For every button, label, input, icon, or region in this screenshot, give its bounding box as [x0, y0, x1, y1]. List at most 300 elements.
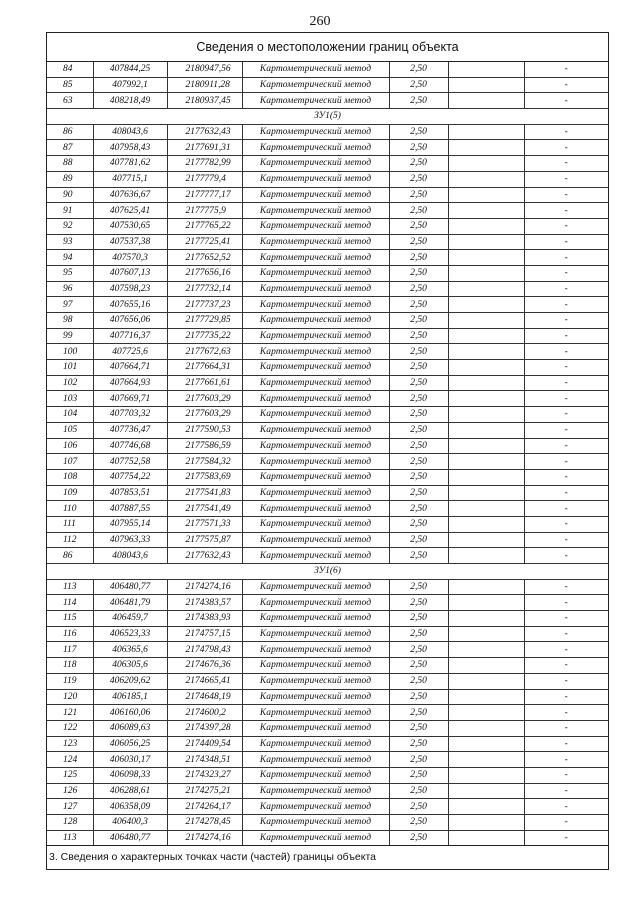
- description-cell: [448, 422, 524, 438]
- note-cell: -: [524, 611, 608, 627]
- method-cell: Картометрический метод: [242, 281, 389, 297]
- note-cell: -: [524, 516, 608, 532]
- y-coordinate-cell: 2174798,43: [167, 642, 242, 658]
- table-row: [47, 658, 608, 674]
- point-number-cell: 87: [47, 140, 93, 156]
- method-cell: Картометрический метод: [242, 328, 389, 344]
- method-cell: Картометрический метод: [242, 454, 389, 470]
- table-row: [47, 422, 608, 438]
- accuracy-cell: 2,50: [389, 736, 448, 752]
- description-cell: [448, 830, 524, 846]
- note-cell: -: [524, 124, 608, 140]
- method-cell: Картометрический метод: [242, 705, 389, 721]
- point-number-cell: 93: [47, 234, 93, 250]
- description-cell: [448, 611, 524, 627]
- description-cell: [448, 156, 524, 172]
- x-coordinate-cell: 407955,14: [93, 516, 167, 532]
- accuracy-cell: 2,50: [389, 548, 448, 564]
- table-row: [47, 203, 608, 219]
- method-cell: Картометрический метод: [242, 234, 389, 250]
- method-cell: Картометрический метод: [242, 391, 389, 407]
- y-coordinate-cell: 2177691,31: [167, 140, 242, 156]
- description-cell: [448, 218, 524, 234]
- method-cell: Картометрический метод: [242, 658, 389, 674]
- accuracy-cell: 2,50: [389, 438, 448, 454]
- table-body: [47, 62, 608, 846]
- y-coordinate-cell: 2177632,43: [167, 548, 242, 564]
- note-cell: -: [524, 799, 608, 815]
- x-coordinate-cell: 406209,62: [93, 673, 167, 689]
- table-row: [47, 140, 608, 156]
- x-coordinate-cell: 407736,47: [93, 422, 167, 438]
- note-cell: -: [524, 642, 608, 658]
- x-coordinate-cell: 406480,77: [93, 579, 167, 595]
- description-cell: [448, 391, 524, 407]
- x-coordinate-cell: 406305,6: [93, 658, 167, 674]
- accuracy-cell: 2,50: [389, 313, 448, 329]
- note-cell: -: [524, 438, 608, 454]
- point-number-cell: 110: [47, 501, 93, 517]
- table-row: [47, 532, 608, 548]
- accuracy-cell: 2,50: [389, 218, 448, 234]
- point-number-cell: 127: [47, 799, 93, 815]
- note-cell: -: [524, 250, 608, 266]
- y-coordinate-cell: 2177541,83: [167, 485, 242, 501]
- method-cell: Картометрический метод: [242, 548, 389, 564]
- accuracy-cell: 2,50: [389, 93, 448, 109]
- y-coordinate-cell: 2180937,45: [167, 93, 242, 109]
- y-coordinate-cell: 2177775,9: [167, 203, 242, 219]
- point-number-cell: 115: [47, 611, 93, 627]
- point-number-cell: 116: [47, 626, 93, 642]
- x-coordinate-cell: 407655,16: [93, 297, 167, 313]
- table-row: [47, 626, 608, 642]
- x-coordinate-cell: 407887,55: [93, 501, 167, 517]
- point-number-cell: 112: [47, 532, 93, 548]
- x-coordinate-cell: 407656,06: [93, 313, 167, 329]
- note-cell: -: [524, 626, 608, 642]
- accuracy-cell: 2,50: [389, 658, 448, 674]
- x-coordinate-cell: 407537,38: [93, 234, 167, 250]
- method-cell: Картометрический метод: [242, 532, 389, 548]
- accuracy-cell: 2,50: [389, 203, 448, 219]
- method-cell: Картометрический метод: [242, 815, 389, 831]
- x-coordinate-cell: 407636,67: [93, 187, 167, 203]
- note-cell: -: [524, 218, 608, 234]
- accuracy-cell: 2,50: [389, 767, 448, 783]
- accuracy-cell: 2,50: [389, 516, 448, 532]
- y-coordinate-cell: 2174665,41: [167, 673, 242, 689]
- point-number-cell: 102: [47, 375, 93, 391]
- y-coordinate-cell: 2174275,21: [167, 783, 242, 799]
- point-number-cell: 95: [47, 265, 93, 281]
- point-number-cell: 98: [47, 313, 93, 329]
- x-coordinate-cell: 407992,1: [93, 77, 167, 93]
- method-cell: Картометрический метод: [242, 344, 389, 360]
- x-coordinate-cell: 406365,6: [93, 642, 167, 658]
- table-row: [47, 705, 608, 721]
- accuracy-cell: 2,50: [389, 297, 448, 313]
- note-cell: -: [524, 234, 608, 250]
- y-coordinate-cell: 2174278,45: [167, 815, 242, 831]
- y-coordinate-cell: 2177735,22: [167, 328, 242, 344]
- method-cell: Картометрический метод: [242, 501, 389, 517]
- x-coordinate-cell: 406160,06: [93, 705, 167, 721]
- note-cell: -: [524, 171, 608, 187]
- note-cell: -: [524, 815, 608, 831]
- accuracy-cell: 2,50: [389, 642, 448, 658]
- accuracy-cell: 2,50: [389, 77, 448, 93]
- point-number-cell: 109: [47, 485, 93, 501]
- note-cell: -: [524, 328, 608, 344]
- method-cell: Картометрический метод: [242, 156, 389, 172]
- description-cell: [448, 705, 524, 721]
- description-cell: [448, 501, 524, 517]
- note-cell: -: [524, 485, 608, 501]
- table-row: [47, 767, 608, 783]
- point-number-cell: 128: [47, 815, 93, 831]
- point-number-cell: 86: [47, 124, 93, 140]
- description-cell: [448, 140, 524, 156]
- method-cell: Картометрический метод: [242, 485, 389, 501]
- table-row: [47, 171, 608, 187]
- x-coordinate-cell: 407664,93: [93, 375, 167, 391]
- accuracy-cell: 2,50: [389, 469, 448, 485]
- description-cell: [448, 203, 524, 219]
- point-number-cell: 113: [47, 830, 93, 846]
- description-cell: [448, 344, 524, 360]
- y-coordinate-cell: 2177732,14: [167, 281, 242, 297]
- description-cell: [448, 783, 524, 799]
- x-coordinate-cell: 407715,1: [93, 171, 167, 187]
- point-number-cell: 107: [47, 454, 93, 470]
- accuracy-cell: 2,50: [389, 281, 448, 297]
- table-row: [47, 250, 608, 266]
- description-cell: [448, 485, 524, 501]
- accuracy-cell: 2,50: [389, 344, 448, 360]
- table-row: [47, 124, 608, 140]
- x-coordinate-cell: 407716,37: [93, 328, 167, 344]
- point-number-cell: 117: [47, 642, 93, 658]
- description-cell: [448, 454, 524, 470]
- y-coordinate-cell: 2177583,69: [167, 469, 242, 485]
- description-cell: [448, 281, 524, 297]
- note-cell: -: [524, 297, 608, 313]
- point-number-cell: 126: [47, 783, 93, 799]
- note-cell: -: [524, 579, 608, 595]
- accuracy-cell: 2,50: [389, 830, 448, 846]
- method-cell: Картометрический метод: [242, 375, 389, 391]
- point-number-cell: 108: [47, 469, 93, 485]
- accuracy-cell: 2,50: [389, 799, 448, 815]
- table-row: [47, 815, 608, 831]
- method-cell: Картометрический метод: [242, 203, 389, 219]
- y-coordinate-cell: 2177590,53: [167, 422, 242, 438]
- method-cell: Картометрический метод: [242, 595, 389, 611]
- accuracy-cell: 2,50: [389, 673, 448, 689]
- y-coordinate-cell: 2177737,23: [167, 297, 242, 313]
- note-cell: -: [524, 469, 608, 485]
- description-cell: [448, 595, 524, 611]
- table-row: [47, 375, 608, 391]
- method-cell: Картометрический метод: [242, 783, 389, 799]
- note-cell: -: [524, 658, 608, 674]
- x-coordinate-cell: 408043,6: [93, 548, 167, 564]
- x-coordinate-cell: 407844,25: [93, 62, 167, 77]
- method-cell: Картометрический метод: [242, 579, 389, 595]
- accuracy-cell: 2,50: [389, 171, 448, 187]
- accuracy-cell: 2,50: [389, 234, 448, 250]
- x-coordinate-cell: 407754,22: [93, 469, 167, 485]
- description-cell: [448, 77, 524, 93]
- x-coordinate-cell: 407669,71: [93, 391, 167, 407]
- description-cell: [448, 720, 524, 736]
- note-cell: -: [524, 140, 608, 156]
- description-cell: [448, 438, 524, 454]
- point-number-cell: 120: [47, 689, 93, 705]
- note-cell: -: [524, 344, 608, 360]
- table-row: [47, 328, 608, 344]
- x-coordinate-cell: 407570,3: [93, 250, 167, 266]
- point-number-cell: 88: [47, 156, 93, 172]
- description-cell: [448, 642, 524, 658]
- table-row: [47, 156, 608, 172]
- accuracy-cell: 2,50: [389, 375, 448, 391]
- accuracy-cell: 2,50: [389, 689, 448, 705]
- table-row: [47, 234, 608, 250]
- table-row: [47, 344, 608, 360]
- table-row: [47, 391, 608, 407]
- y-coordinate-cell: 2174348,51: [167, 752, 242, 768]
- x-coordinate-cell: 406056,25: [93, 736, 167, 752]
- y-coordinate-cell: 2177782,99: [167, 156, 242, 172]
- note-cell: -: [524, 767, 608, 783]
- group-header-row: [47, 564, 608, 580]
- y-coordinate-cell: 2177632,43: [167, 124, 242, 140]
- accuracy-cell: 2,50: [389, 187, 448, 203]
- note-cell: -: [524, 187, 608, 203]
- group-label: ЗУ1(6): [47, 564, 608, 580]
- method-cell: Картометрический метод: [242, 297, 389, 313]
- table-row: [47, 297, 608, 313]
- description-cell: [448, 532, 524, 548]
- point-number-cell: 91: [47, 203, 93, 219]
- accuracy-cell: 2,50: [389, 815, 448, 831]
- table-row: [47, 313, 608, 329]
- method-cell: Картометрический метод: [242, 799, 389, 815]
- description-cell: [448, 407, 524, 423]
- method-cell: Картометрический метод: [242, 265, 389, 281]
- accuracy-cell: 2,50: [389, 422, 448, 438]
- y-coordinate-cell: 2177725,41: [167, 234, 242, 250]
- x-coordinate-cell: 407664,71: [93, 360, 167, 376]
- table-row: [47, 187, 608, 203]
- accuracy-cell: 2,50: [389, 705, 448, 721]
- y-coordinate-cell: 2174648,19: [167, 689, 242, 705]
- point-number-cell: 84: [47, 62, 93, 77]
- table-row: [47, 579, 608, 595]
- note-cell: -: [524, 532, 608, 548]
- accuracy-cell: 2,50: [389, 124, 448, 140]
- x-coordinate-cell: 408218,49: [93, 93, 167, 109]
- x-coordinate-cell: 406523,33: [93, 626, 167, 642]
- table-row: [47, 611, 608, 627]
- y-coordinate-cell: 2174274,16: [167, 579, 242, 595]
- description-cell: [448, 360, 524, 376]
- method-cell: Картометрический метод: [242, 407, 389, 423]
- x-coordinate-cell: 407607,13: [93, 265, 167, 281]
- x-coordinate-cell: 407781,62: [93, 156, 167, 172]
- x-coordinate-cell: 406400,3: [93, 815, 167, 831]
- method-cell: Картометрический метод: [242, 469, 389, 485]
- section-heading: Сведения о местоположении границ объекта: [47, 33, 608, 62]
- point-number-cell: 123: [47, 736, 93, 752]
- point-number-cell: 94: [47, 250, 93, 266]
- method-cell: Картометрический метод: [242, 360, 389, 376]
- y-coordinate-cell: 2174676,36: [167, 658, 242, 674]
- note-cell: -: [524, 156, 608, 172]
- description-cell: [448, 658, 524, 674]
- point-number-cell: 119: [47, 673, 93, 689]
- point-number-cell: 86: [47, 548, 93, 564]
- table-row: [47, 720, 608, 736]
- table-row: [47, 485, 608, 501]
- description-cell: [448, 767, 524, 783]
- method-cell: Картометрический метод: [242, 77, 389, 93]
- table-row: [47, 642, 608, 658]
- note-cell: -: [524, 595, 608, 611]
- description-cell: [448, 736, 524, 752]
- y-coordinate-cell: 2177575,87: [167, 532, 242, 548]
- y-coordinate-cell: 2174397,28: [167, 720, 242, 736]
- description-cell: [448, 313, 524, 329]
- description-cell: [448, 187, 524, 203]
- note-cell: -: [524, 407, 608, 423]
- method-cell: Картометрический метод: [242, 438, 389, 454]
- method-cell: Картометрический метод: [242, 767, 389, 783]
- method-cell: Картометрический метод: [242, 93, 389, 109]
- description-cell: [448, 516, 524, 532]
- x-coordinate-cell: 406480,77: [93, 830, 167, 846]
- description-cell: [448, 234, 524, 250]
- method-cell: Картометрический метод: [242, 516, 389, 532]
- point-number-cell: 103: [47, 391, 93, 407]
- point-number-cell: 106: [47, 438, 93, 454]
- method-cell: Картометрический метод: [242, 626, 389, 642]
- x-coordinate-cell: 406459,7: [93, 611, 167, 627]
- x-coordinate-cell: 406481,79: [93, 595, 167, 611]
- y-coordinate-cell: 2180911,28: [167, 77, 242, 93]
- description-cell: [448, 752, 524, 768]
- note-cell: -: [524, 736, 608, 752]
- point-number-cell: 101: [47, 360, 93, 376]
- x-coordinate-cell: 407625,41: [93, 203, 167, 219]
- accuracy-cell: 2,50: [389, 611, 448, 627]
- table-row: [47, 673, 608, 689]
- x-coordinate-cell: 407530,65: [93, 218, 167, 234]
- table-row: [47, 407, 608, 423]
- y-coordinate-cell: 2177541,49: [167, 501, 242, 517]
- y-coordinate-cell: 2174274,16: [167, 830, 242, 846]
- table-row: [47, 265, 608, 281]
- y-coordinate-cell: 2177603,29: [167, 391, 242, 407]
- description-cell: [448, 579, 524, 595]
- y-coordinate-cell: 2177777,17: [167, 187, 242, 203]
- y-coordinate-cell: 2174264,17: [167, 799, 242, 815]
- method-cell: Картометрический метод: [242, 218, 389, 234]
- method-cell: Картометрический метод: [242, 642, 389, 658]
- description-cell: [448, 265, 524, 281]
- accuracy-cell: 2,50: [389, 579, 448, 595]
- description-cell: [448, 171, 524, 187]
- note-cell: -: [524, 313, 608, 329]
- x-coordinate-cell: 406030,17: [93, 752, 167, 768]
- description-cell: [448, 124, 524, 140]
- method-cell: Картометрический метод: [242, 673, 389, 689]
- accuracy-cell: 2,50: [389, 250, 448, 266]
- description-cell: [448, 799, 524, 815]
- note-cell: -: [524, 752, 608, 768]
- note-cell: -: [524, 720, 608, 736]
- table-row: [47, 689, 608, 705]
- group-label: ЗУ1(5): [47, 109, 608, 125]
- x-coordinate-cell: 406098,33: [93, 767, 167, 783]
- method-cell: Картометрический метод: [242, 611, 389, 627]
- accuracy-cell: 2,50: [389, 328, 448, 344]
- accuracy-cell: 2,50: [389, 454, 448, 470]
- x-coordinate-cell: 407963,33: [93, 532, 167, 548]
- document-frame: [46, 32, 609, 870]
- x-coordinate-cell: 407598,23: [93, 281, 167, 297]
- note-cell: -: [524, 391, 608, 407]
- x-coordinate-cell: 407725,6: [93, 344, 167, 360]
- table-row: [47, 360, 608, 376]
- method-cell: Картометрический метод: [242, 187, 389, 203]
- footer-note: 3. Сведения о характерных точках части (частей) границы объекта: [47, 845, 608, 869]
- accuracy-cell: 2,50: [389, 62, 448, 77]
- method-cell: Картометрический метод: [242, 752, 389, 768]
- x-coordinate-cell: 407853,51: [93, 485, 167, 501]
- accuracy-cell: 2,50: [389, 156, 448, 172]
- y-coordinate-cell: 2177664,31: [167, 360, 242, 376]
- note-cell: -: [524, 281, 608, 297]
- point-number-cell: 85: [47, 77, 93, 93]
- description-cell: [448, 250, 524, 266]
- y-coordinate-cell: 2177765,22: [167, 218, 242, 234]
- table-row: [47, 516, 608, 532]
- description-cell: [448, 626, 524, 642]
- method-cell: Картометрический метод: [242, 422, 389, 438]
- accuracy-cell: 2,50: [389, 720, 448, 736]
- description-cell: [448, 689, 524, 705]
- table-row: [47, 752, 608, 768]
- method-cell: Картометрический метод: [242, 736, 389, 752]
- note-cell: -: [524, 454, 608, 470]
- table-row: [47, 799, 608, 815]
- method-cell: Картометрический метод: [242, 62, 389, 77]
- accuracy-cell: 2,50: [389, 501, 448, 517]
- point-number-cell: 113: [47, 579, 93, 595]
- point-number-cell: 97: [47, 297, 93, 313]
- table-row: [47, 454, 608, 470]
- coordinates-table: [47, 62, 608, 846]
- accuracy-cell: 2,50: [389, 783, 448, 799]
- description-cell: [448, 548, 524, 564]
- point-number-cell: 100: [47, 344, 93, 360]
- note-cell: -: [524, 203, 608, 219]
- x-coordinate-cell: 408043,6: [93, 124, 167, 140]
- point-number-cell: 105: [47, 422, 93, 438]
